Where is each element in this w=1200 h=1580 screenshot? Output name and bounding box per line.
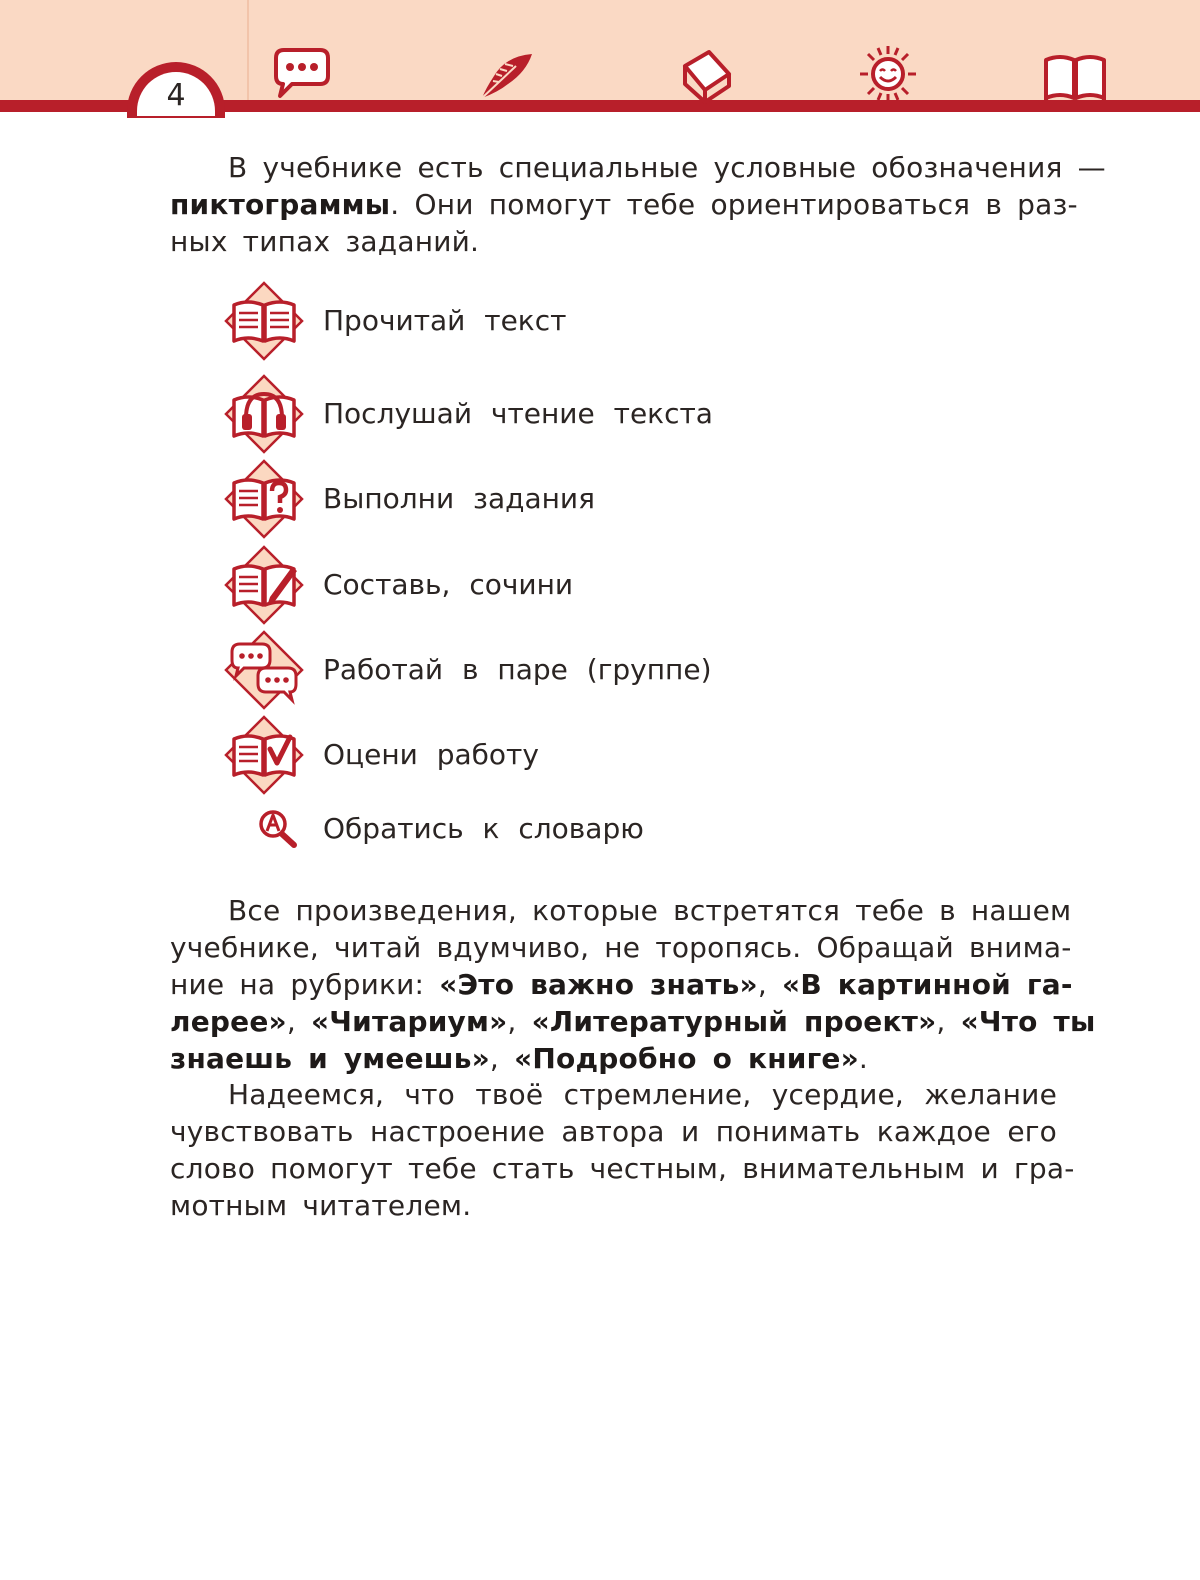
speech-bubble-icon [266, 44, 336, 104]
intro-text-3: ных типах заданий. [170, 225, 480, 258]
closing-line-4 [170, 1187, 1057, 1224]
rubric-comma: , [286, 1005, 312, 1038]
works-line-2 [170, 929, 1072, 966]
rubric-gallery-end: лерее» [170, 1005, 287, 1038]
evaluate-work-icon [222, 715, 306, 795]
closing-text-1: Надеемся, что твоё стремление, усердие, желание [228, 1078, 1057, 1111]
works-text-1: Все произведения, которые встретятся тебе в нашем [228, 894, 1072, 927]
closing-paragraph [170, 1076, 1075, 1224]
works-text-3: ние на рубрики: [170, 968, 440, 1001]
works-line-5 [170, 1040, 1057, 1077]
rubric-comma: , [507, 1005, 532, 1038]
legend-label-dictionary: Обратись к словарю [323, 812, 644, 845]
intro-text-2: . Они помогут тебе ориентироваться в раз- [390, 188, 1078, 221]
intro-text-1: В учебнике есть специальные условные обозначения — [228, 151, 1106, 184]
legend-item-read-text [222, 281, 566, 361]
works-line-4 [170, 1003, 1096, 1040]
rubric-comma: , [936, 1005, 961, 1038]
closing-line-1 [170, 1076, 1057, 1113]
legend-item-dictionary [222, 789, 644, 869]
rubric-literary-project: «Литературный проект» [531, 1005, 937, 1038]
rubric-gallery-start: «В картинной га- [782, 968, 1073, 1001]
legend-item-listen-reading [222, 374, 713, 454]
rubric-important: «Это важно знать» [439, 968, 758, 1001]
legend-label-read-text: Прочитай текст [323, 304, 567, 337]
works-line-3 [170, 966, 1073, 1003]
closing-text-3: слово помогут тебе стать честным, внимательным и гра- [170, 1152, 1075, 1185]
intro-line-3 [170, 223, 1057, 260]
header-divider [247, 0, 249, 100]
legend-item-pair-work [222, 630, 712, 710]
legend-item-compose [222, 545, 573, 625]
closing-text-2: чувствовать настроение автора и понимать каждое его [170, 1115, 1057, 1148]
rubric-period: . [858, 1042, 869, 1075]
rubric-what-you-know-end: знаешь и умеешь» [170, 1042, 490, 1075]
pictogram-term: пиктограммы [170, 188, 391, 221]
legend-label-compose: Составь, сочини [323, 568, 574, 601]
do-tasks-icon [222, 459, 306, 539]
rubric-about-book: «Подробно о книге» [514, 1042, 859, 1075]
legend-label-pair-work: Работай в паре (группе) [323, 653, 712, 686]
sun-icon [853, 44, 923, 104]
intro-line-2 [170, 186, 1078, 223]
closing-line-2 [170, 1113, 1057, 1150]
intro-paragraph [170, 149, 1106, 260]
listen-reading-icon [222, 374, 306, 454]
legend-item-evaluate-work [222, 715, 539, 795]
intro-line-1 [170, 149, 1106, 186]
works-paragraph [170, 892, 1096, 1077]
closing-text-4: мотным читателем. [170, 1189, 472, 1222]
legend-label-do-tasks: Выполни задания [323, 482, 595, 515]
rubric-comma: , [489, 1042, 515, 1075]
rubric-chitarium: «Читариум» [311, 1005, 508, 1038]
legend-label-listen-reading: Послушай чтение текста [323, 397, 713, 430]
rubric-comma: , [757, 968, 783, 1001]
legend-label-evaluate-work: Оцени работу [323, 738, 539, 771]
pair-work-icon [222, 630, 306, 710]
dictionary-icon [222, 789, 306, 869]
works-line-1 [170, 892, 1072, 929]
page-number: 4 [166, 78, 186, 113]
feather-icon [472, 44, 542, 104]
read-text-icon [222, 281, 306, 361]
closed-book-icon [671, 44, 741, 104]
works-text-2: учебнике, читай вдумчиво, не торопясь. Обращай внима- [170, 931, 1072, 964]
legend-item-do-tasks [222, 459, 595, 539]
closing-line-3 [170, 1150, 1075, 1187]
compose-icon [222, 545, 306, 625]
open-book-icon [1040, 44, 1110, 104]
rubric-what-you-know-start: «Что ты [960, 1005, 1096, 1038]
